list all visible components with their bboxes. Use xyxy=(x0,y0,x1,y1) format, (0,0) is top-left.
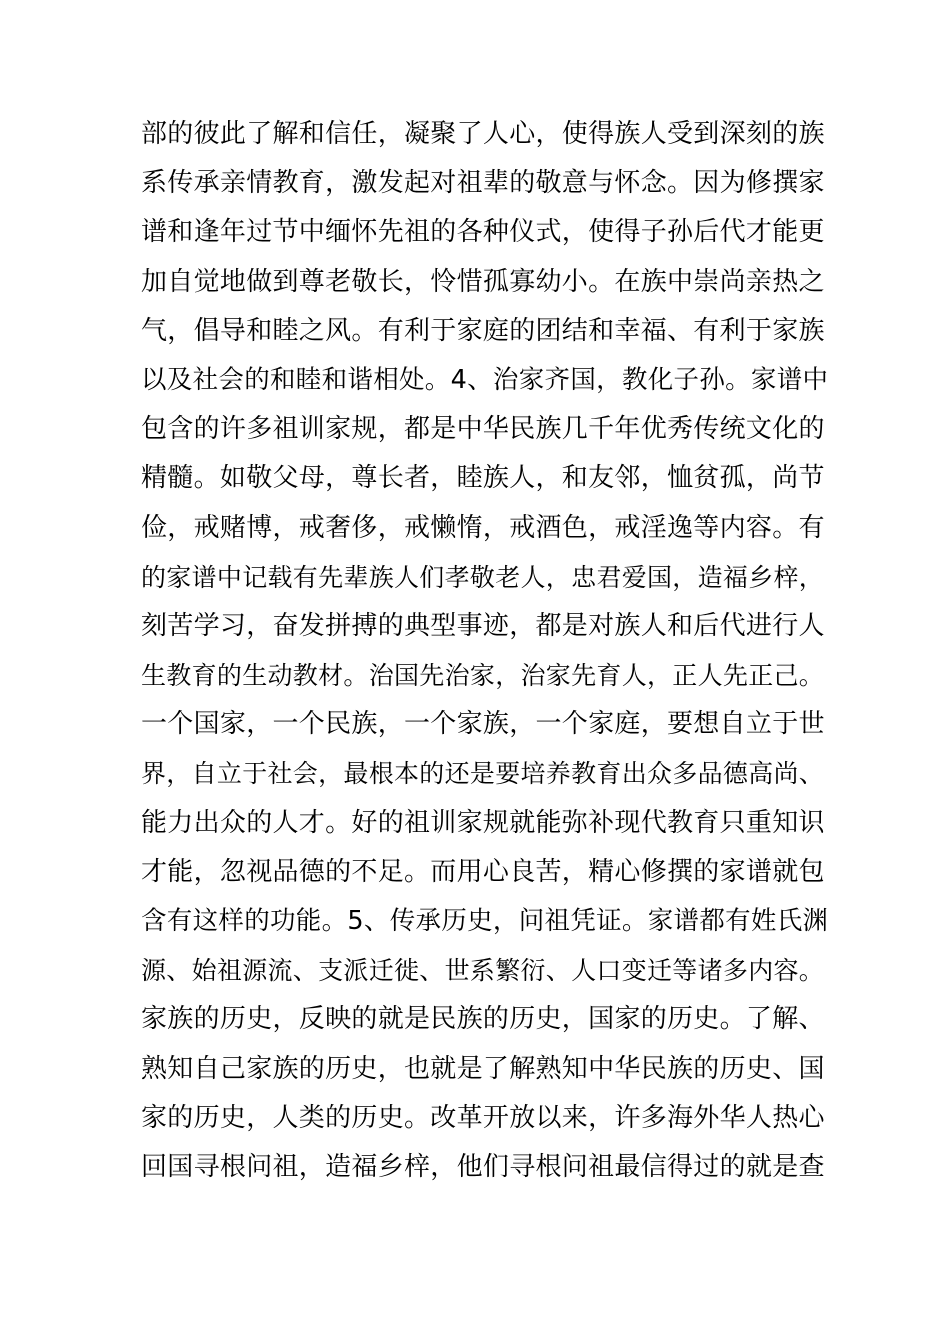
text-line: 俭，戒赌博，戒奢侈，戒懒惰，戒酒色，戒淫逸等内容。有 xyxy=(141,512,825,543)
text-line: 能力出众的人才。好的祖训家规就能弥补现代教育只重知识 xyxy=(141,807,825,838)
text-line: 才能，忽视品德的不足。而用心良苦，精心修撰的家谱就包 xyxy=(141,856,825,887)
text-line: 界，自立于社会，最根本的还是要培养教育出众多品德高尚、 xyxy=(141,759,825,789)
body-text xyxy=(141,110,831,1192)
text-line: 包含的许多祖训家规，都是中华民族几千年优秀传统文化的 xyxy=(141,414,825,445)
text-line: 部的彼此了解和信任，凝聚了人心，使得族人受到深刻的族 xyxy=(141,119,825,149)
text-line: 家的历史，人类的历史。改革开放以来，许多海外华人热心 xyxy=(141,1102,825,1133)
text-line: 系传承亲情教育，激发起对祖辈的敬意与怀念。因为修撰家 xyxy=(141,168,825,199)
text-line: 含有这样的功能。5、传承历史，问祖凭证。家谱都有姓氏渊 xyxy=(141,906,829,936)
text-line: 生教育的生动教材。治国先治家，治家先育人，正人先正己。 xyxy=(141,661,825,691)
text-line: 谱和逢年过节中缅怀先祖的各种仪式，使得子孙后代才能更 xyxy=(141,217,825,248)
text-line: 的家谱中记载有先辈族人们孝敬老人，忠君爱国，造福乡梓， xyxy=(141,562,825,592)
text-line: 加自觉地做到尊老敬长，怜惜孤寡幼小。在族中崇尚亲热之 xyxy=(141,266,825,297)
text-line: 源、始祖源流、支派迁徙、世系繁衍、人口变迁等诸多内容。 xyxy=(141,956,825,986)
text-line: 刻苦学习，奋发拼搏的典型事迹，都是对族人和后代进行人 xyxy=(141,610,825,641)
text-line: 熟知自己家族的历史，也就是了解熟知中华民族的历史、国 xyxy=(141,1053,825,1084)
text-line: 一个国家，一个民族，一个家族，一个家庭，要想自立于世 xyxy=(141,709,825,740)
text-line: 回国寻根问祖，造福乡梓，他们寻根问祖最信得过的就是查 xyxy=(141,1151,825,1182)
text-line: 以及社会的和睦和谐相处。4、治家齐国，教化子孙。家谱中 xyxy=(141,364,829,395)
text-line: 家族的历史，反映的就是民族的历史，国家的历史。了解、 xyxy=(141,1004,825,1035)
text-line: 气，倡导和睦之风。有利于家庭的团结和幸福、有利于家族 xyxy=(141,315,825,346)
text-line: 精髓。如敬父母，尊长者，睦族人，和友邻，恤贫孤，尚节 xyxy=(141,463,825,494)
